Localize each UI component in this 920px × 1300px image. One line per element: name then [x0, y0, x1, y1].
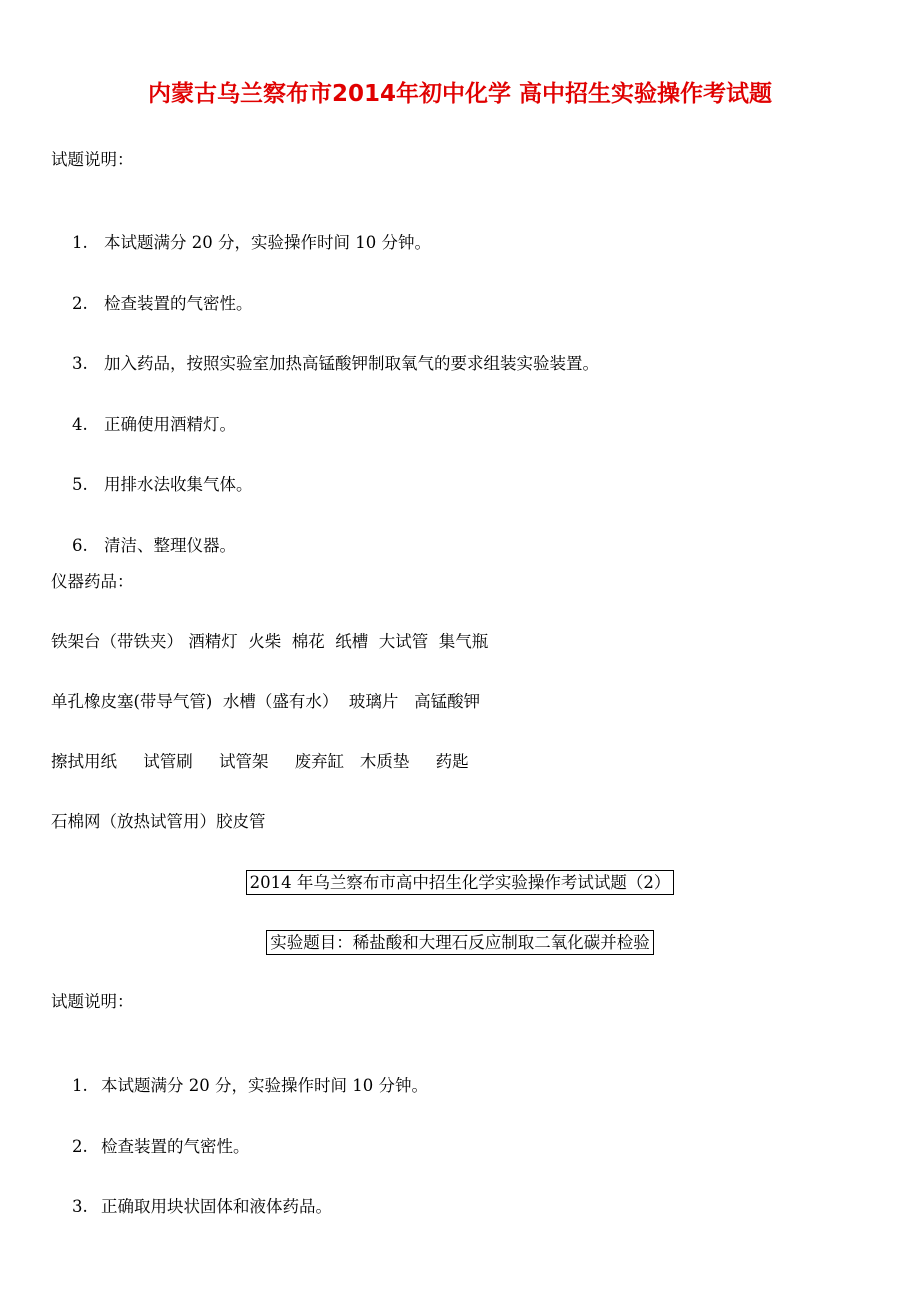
experiment-title-box: 实验题目：稀盐酸和大理石反应制取二氧化碳并检验	[266, 930, 654, 955]
instruction-number: 6.	[71, 536, 88, 555]
materials-line: 擦拭用纸 试管刷 试管架 废弃缸 木质垫 药匙	[51, 752, 469, 771]
materials-line: 铁架台（带铁夹） 酒精灯 火柴 棉花 纸槽 大试管 集气瓶	[51, 632, 489, 651]
instruction-number: 1.	[71, 1076, 88, 1095]
exam-title-box: 2014 年乌兰察布市高中招生化学实验操作考试试题（2）	[246, 870, 675, 895]
instruction-text: 检查装置的气密性。	[103, 294, 253, 313]
instruction-number: 3.	[71, 354, 88, 373]
instruction-text: 正确取用块状固体和液体药品。	[100, 1197, 332, 1216]
instruction-text: 清洁、整理仪器。	[103, 536, 236, 555]
experiment-title-wrap	[0, 930, 920, 955]
instruction-text: 加入药品，按照实验室加热高锰酸钾制取氧气的要求组装实验装置。	[103, 354, 599, 373]
instruction-number: 3.	[71, 1197, 88, 1216]
instruction-number: 1.	[71, 233, 88, 252]
instructions-heading: 试题说明：	[51, 150, 134, 169]
instruction-item	[51, 1171, 332, 1243]
instruction-text: 正确使用酒精灯。	[103, 415, 236, 434]
document-title: 内蒙古乌兰察布市2014年初中化学 高中招生实验操作考试题	[147, 81, 773, 107]
instruction-number: 2.	[71, 1137, 88, 1156]
exam-title-wrap	[0, 870, 920, 895]
instruction-text: 检查装置的气密性。	[100, 1137, 250, 1156]
instruction-text: 用排水法收集气体。	[103, 475, 253, 494]
materials-line: 石棉网（放热试管用）胶皮管	[51, 812, 266, 831]
materials-line: 单孔橡皮塞(带导气管) 水槽（盛有水） 玻璃片 高锰酸钾	[51, 692, 481, 711]
materials-heading: 仪器药品：	[51, 572, 134, 591]
instruction-text: 本试题满分 20 分，实验操作时间 10 分钟。	[100, 1076, 428, 1095]
instructions-heading-2: 试题说明：	[51, 992, 134, 1011]
instruction-number: 4.	[71, 415, 88, 434]
instruction-text: 本试题满分 20 分，实验操作时间 10 分钟。	[103, 233, 431, 252]
instruction-number: 5.	[71, 475, 88, 494]
instruction-number: 2.	[71, 294, 88, 313]
